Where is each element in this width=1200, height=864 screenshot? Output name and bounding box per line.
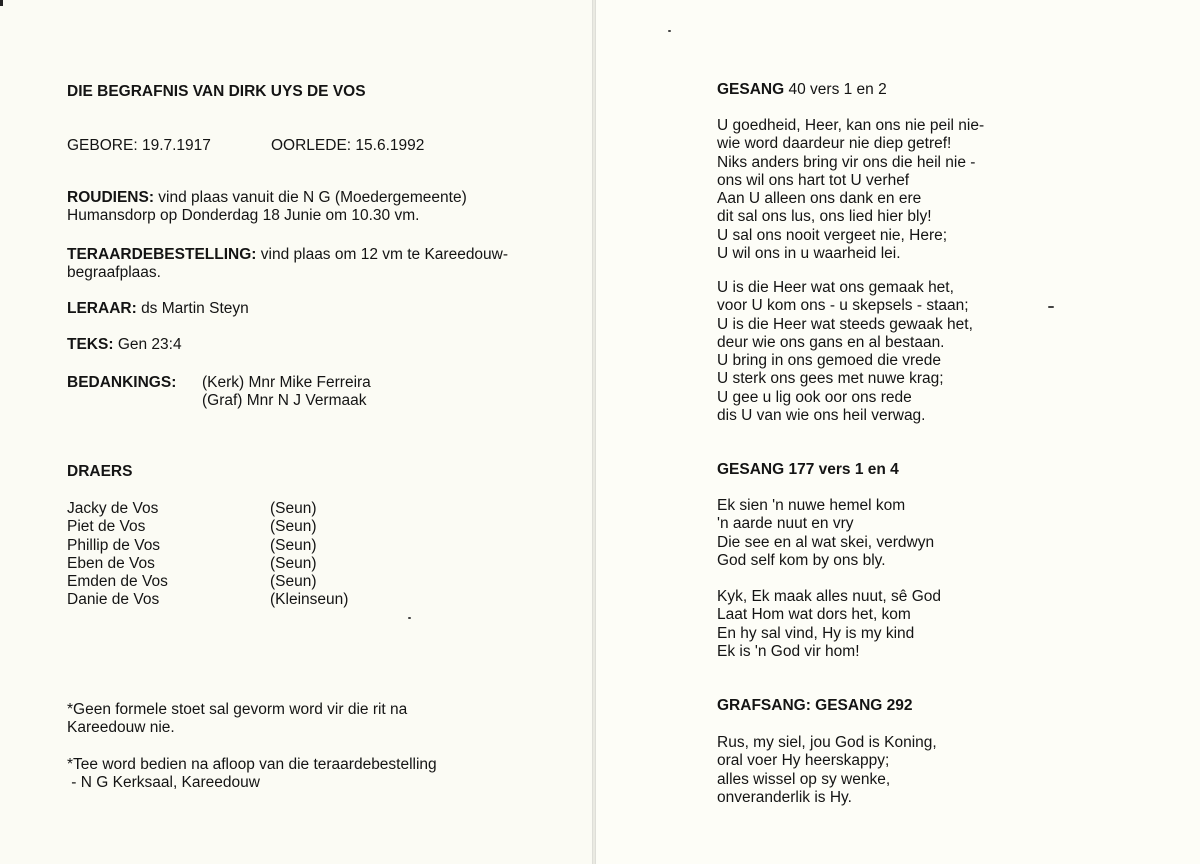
verse-line: U gee u lig ook oor ons rede <box>717 388 912 406</box>
hymn3-title: GRAFSANG: GESANG 292 <box>717 697 913 714</box>
paper-speck <box>668 30 671 32</box>
bearer-relation: (Seun) <box>270 554 317 572</box>
bearer-relation: (Seun) <box>270 500 317 517</box>
service-section <box>67 189 467 226</box>
died-line <box>271 137 424 155</box>
minister-line <box>67 300 249 318</box>
verse-line: U sterk ons gees met nuwe krag; <box>717 370 944 388</box>
verse-line: U sal ons nooit vergeet nie, Here; <box>717 226 948 244</box>
verse-line: Aan U alleen ons dank en ere <box>717 190 922 208</box>
verse-line: dit sal ons lus, ons lied hier bly! <box>717 208 932 226</box>
verse-line: U bring in ons gemoed die vrede <box>717 352 942 370</box>
text-line <box>67 336 182 354</box>
verse-line: deur wie ons gans en al bestaan. <box>717 333 945 351</box>
note-procession <box>67 701 407 738</box>
verse-line: 'n aarde nuut en vry <box>717 515 854 533</box>
hymn1-verse1 <box>717 117 984 263</box>
thanks-list <box>202 374 371 411</box>
verse-line: Rus, my siel, jou God is Koning, <box>717 734 937 751</box>
verse-line: Niks anders bring vir ons die heil nie - <box>717 153 976 171</box>
verse-line: Die see en al wat skei, verdwyn <box>717 533 935 551</box>
died-label: OORLEDE: <box>271 137 352 154</box>
bearer-name: Piet de Vos <box>67 518 146 536</box>
bearer-name: Emden de Vos <box>67 573 168 591</box>
hymn1-ref: 40 vers 1 en 2 <box>784 81 887 98</box>
bearer-row <box>67 500 348 518</box>
born-label: GEBORE: <box>67 137 138 154</box>
bearer-name: Jacky de Vos <box>67 500 159 517</box>
bearer-row <box>67 573 348 591</box>
hymn3-verse1 <box>717 734 937 807</box>
thanks-line1: (Kerk) Mnr Mike Ferreira <box>202 374 371 391</box>
note-tea <box>67 756 437 793</box>
note2-line2: - N G Kerksaal, Kareedouw <box>67 774 260 792</box>
verse-line: alles wissel op sy wenke, <box>717 770 891 788</box>
bearer-row <box>67 518 348 536</box>
hymn2-title: GESANG 177 vers 1 en 4 <box>717 461 899 478</box>
page-title: DIE BEGRAFNIS VAN DIRK UYS DE VOS <box>67 83 366 100</box>
verse-line: U goedheid, Heer, kan ons nie peil nie- <box>717 117 985 134</box>
service-line2: Humansdorp op Donderdag 18 Junie om 10.30 vm. <box>67 207 420 225</box>
verse-line: oral voer Hy heerskappy; <box>717 752 890 770</box>
note2-line1: *Tee word bedien na afloop van die teraardebestelling <box>67 756 437 773</box>
hymn2-verse1 <box>717 497 934 570</box>
bearer-row <box>67 591 348 609</box>
service-line1: vind plaas vanuit die N G (Moedergemeente) <box>158 189 467 206</box>
born-date: 19.7.1917 <box>141 137 211 154</box>
verse-line: wie word daardeur nie diep getref! <box>717 135 952 153</box>
burial-line1: vind plaas om 12 vm te Kareedouw- <box>260 246 509 263</box>
bearer-relation: (Seun) <box>270 536 317 554</box>
hymn1-heading <box>717 81 887 99</box>
paper-speck <box>408 617 411 619</box>
bearer-name: Eben de Vos <box>67 554 155 572</box>
thanks-label: BEDANKINGS: <box>67 374 177 391</box>
note1-line1: *Geen formele stoet sal gevorm word vir die rit na <box>67 701 408 718</box>
text-ref: Gen 23:4 <box>117 336 182 353</box>
verse-line: dis U van wie ons heil verwag. <box>717 407 926 425</box>
bearer-row <box>67 537 348 555</box>
verse-line: U wil ons in u waarheid lei. <box>717 245 901 263</box>
bearer-name: Phillip de Vos <box>67 536 161 554</box>
thanks-line2: (Graf) Mnr N J Vermaak <box>202 392 367 410</box>
verse-line: En hy sal vind, Hy is my kind <box>717 624 915 642</box>
verse-line: U is die Heer wat steeds gewaak het, <box>717 315 973 333</box>
minister-name: ds Martin Steyn <box>141 300 249 317</box>
corner-mark <box>0 0 3 6</box>
bearer-relation: (Kleinseun) <box>270 591 349 609</box>
verse-line: voor U kom ons - u skepsels - staan; <box>717 297 969 315</box>
burial-line2: begraafplaas. <box>67 264 161 282</box>
burial-section <box>67 246 508 283</box>
verse-line: Laat Hom wat dors het, kom <box>717 606 911 624</box>
verse-line: God self kom by ons bly. <box>717 551 886 569</box>
bearer-relation: (Seun) <box>270 573 317 591</box>
text-label: TEKS: <box>67 336 114 353</box>
paper-speck <box>1048 306 1054 308</box>
verse-line: Ek is 'n God vir hom! <box>717 642 860 660</box>
page-fold <box>592 0 596 864</box>
bearers-title: DRAERS <box>67 463 133 480</box>
hymn1-verse2 <box>717 279 973 425</box>
verse-line: U is die Heer wat ons gemaak het, <box>717 279 954 296</box>
note1-line2: Kareedouw nie. <box>67 719 175 737</box>
born-line <box>67 137 211 155</box>
hymn2-verse2 <box>717 588 941 661</box>
hymn1-title: GESANG <box>717 81 785 98</box>
verse-line: ons wil ons hart tot U verhef <box>717 171 910 189</box>
burial-label: TERAARDEBESTELLING: <box>67 246 257 263</box>
bearer-relation: (Seun) <box>270 518 317 536</box>
bearer-name: Danie de Vos <box>67 591 160 609</box>
died-date: 15.6.1992 <box>355 137 425 154</box>
bearer-row <box>67 555 348 573</box>
verse-line: Ek sien 'n nuwe hemel kom <box>717 497 906 514</box>
bearers-list <box>67 500 348 610</box>
verse-line: onveranderlik is Hy. <box>717 788 852 806</box>
verse-line: Kyk, Ek maak alles nuut, sê God <box>717 588 941 605</box>
minister-label: LERAAR: <box>67 300 137 317</box>
service-label: ROUDIENS: <box>67 189 154 206</box>
